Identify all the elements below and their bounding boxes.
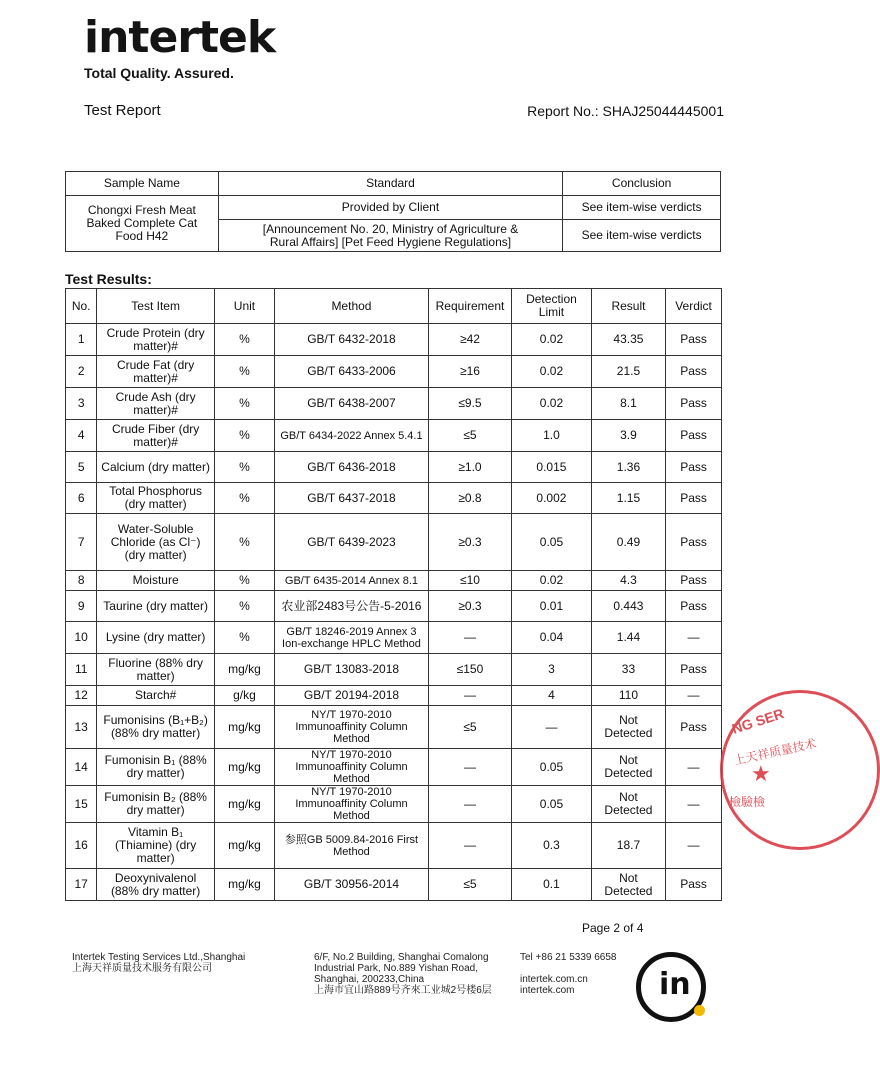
cell-requirement: ≥0.3 (428, 514, 511, 571)
cell-method: GB/T 30956-2014 (275, 869, 429, 901)
cell-detection-limit: 0.04 (512, 622, 592, 654)
cell-requirement: — (428, 786, 511, 823)
col-method: Method (275, 289, 429, 324)
table-row (66, 514, 722, 571)
results-table (65, 288, 722, 901)
cell-no: 12 (66, 686, 97, 706)
cell-unit: mg/kg (214, 654, 274, 686)
cell-test-item: Taurine (dry matter) (97, 591, 215, 622)
cell-test-item: Fumonisin B₂ (88% dry matter) (97, 786, 215, 823)
cell-unit: mg/kg (214, 823, 274, 869)
cell-unit: mg/kg (214, 786, 274, 823)
cell-detection-limit: 0.02 (512, 571, 592, 591)
intertek-logo: intertek (84, 12, 276, 63)
sample-header-conclusion: Conclusion (563, 172, 721, 196)
cell-result: 0.443 (591, 591, 665, 622)
cell-verdict: Pass (666, 356, 722, 388)
cell-requirement: ≤5 (428, 869, 511, 901)
cell-test-item: Water-Soluble Chloride (as Cl⁻) (dry matter) (97, 514, 215, 571)
cell-result: 43.35 (591, 324, 665, 356)
cell-result: Not Detected (591, 706, 665, 749)
sample-info-table (65, 171, 721, 252)
table-row (66, 686, 722, 706)
cell-result: 110 (591, 686, 665, 706)
page-title: Test Report (84, 102, 161, 119)
stamp-text-3: 檢驗檢 (729, 795, 766, 809)
standard-2: [Announcement No. 20, Ministry of Agriculture & Rural Affairs] [Pet Feed Hygiene Regulations] (218, 220, 562, 252)
cell-method: GB/T 6434-2022 Annex 5.4.1 (275, 420, 429, 452)
cell-requirement: ≤5 (428, 706, 511, 749)
cell-no: 9 (66, 591, 97, 622)
cell-no: 10 (66, 622, 97, 654)
results-header-row (66, 289, 722, 324)
stamp-text-2: 上天祥质量技术 (732, 736, 818, 768)
cell-unit: mg/kg (214, 749, 274, 786)
star-icon: ★ (751, 761, 771, 786)
cell-method: 参照GB 5009.84-2016 First Method (275, 823, 429, 869)
table-row (66, 869, 722, 901)
footer-company-en: Intertek Testing Services Ltd.,Shanghai (72, 952, 246, 963)
conclusion-1: See item-wise verdicts (563, 196, 721, 220)
cell-verdict: Pass (666, 388, 722, 420)
cell-verdict: Pass (666, 654, 722, 686)
cell-test-item: Fumonisin B₁ (88% dry matter) (97, 749, 215, 786)
col-result: Result (591, 289, 665, 324)
cell-method: NY/T 1970-2010 Immunoaffinity Column Method (275, 706, 429, 749)
results-body (66, 324, 722, 901)
cell-unit: mg/kg (214, 706, 274, 749)
cell-detection-limit: 3 (512, 654, 592, 686)
cell-no: 11 (66, 654, 97, 686)
table-row (66, 706, 722, 749)
footer-link-cn[interactable]: intertek.com.cn (520, 974, 588, 985)
cell-unit: % (214, 514, 274, 571)
cell-test-item: Moisture (97, 571, 215, 591)
cell-no: 1 (66, 324, 97, 356)
cell-verdict: Pass (666, 483, 722, 514)
conclusion-2: See item-wise verdicts (563, 220, 721, 252)
cell-no: 17 (66, 869, 97, 901)
intertek-badge-icon (636, 952, 706, 1022)
standard-1: Provided by Client (218, 196, 562, 220)
cell-requirement: ≤10 (428, 571, 511, 591)
cell-no: 13 (66, 706, 97, 749)
footer-address-line1: 6/F, No.2 Building, Shanghai Comalong (314, 952, 489, 963)
cell-detection-limit: 0.1 (512, 869, 592, 901)
footer-contact (520, 952, 616, 996)
cell-result: 18.7 (591, 823, 665, 869)
cell-method: GB/T 6437-2018 (275, 483, 429, 514)
cell-no: 15 (66, 786, 97, 823)
cell-test-item: Deoxynivalenol (88% dry matter) (97, 869, 215, 901)
cell-method: GB/T 18246-2019 Annex 3 Ion-exchange HPLC Method (275, 622, 429, 654)
cell-result: 8.1 (591, 388, 665, 420)
cell-method: GB/T 6432-2018 (275, 324, 429, 356)
cell-detection-limit: 1.0 (512, 420, 592, 452)
table-row (66, 654, 722, 686)
cell-verdict: — (666, 786, 722, 823)
cell-unit: g/kg (214, 686, 274, 706)
official-stamp (720, 690, 880, 850)
cell-verdict: Pass (666, 706, 722, 749)
cell-test-item: Fumonisins (B₁+B₂) (88% dry matter) (97, 706, 215, 749)
cell-verdict: Pass (666, 420, 722, 452)
col-detection-limit: Detection Limit (512, 289, 592, 324)
footer-company (72, 952, 245, 974)
cell-result: 1.44 (591, 622, 665, 654)
cell-no: 2 (66, 356, 97, 388)
cell-requirement: ≥0.3 (428, 591, 511, 622)
footer-link-com[interactable]: intertek.com (520, 985, 575, 996)
cell-result: 4.3 (591, 571, 665, 591)
cell-unit: % (214, 324, 274, 356)
col-verdict: Verdict (666, 289, 722, 324)
footer-tel: Tel +86 21 5339 6658 (520, 952, 617, 963)
cell-unit: % (214, 622, 274, 654)
cell-result: Not Detected (591, 786, 665, 823)
cell-requirement: ≤5 (428, 420, 511, 452)
cell-verdict: Pass (666, 869, 722, 901)
table-row (66, 388, 722, 420)
table-row (66, 571, 722, 591)
stamp-text-1: NG SER (729, 705, 786, 737)
badge-dot (694, 1005, 705, 1016)
footer-address-line2: Industrial Park, No.889 Yishan Road, (314, 963, 478, 974)
tagline: Total Quality. Assured. (84, 65, 234, 81)
cell-test-item: Vitamin B₁ (Thiamine) (dry matter) (97, 823, 215, 869)
table-row (66, 420, 722, 452)
cell-method: GB/T 6435-2014 Annex 8.1 (275, 571, 429, 591)
col-requirement: Requirement (428, 289, 511, 324)
cell-result: Not Detected (591, 749, 665, 786)
cell-method: GB/T 20194-2018 (275, 686, 429, 706)
cell-no: 6 (66, 483, 97, 514)
cell-requirement: ≤9.5 (428, 388, 511, 420)
table-row (66, 786, 722, 823)
cell-requirement: — (428, 749, 511, 786)
cell-detection-limit: 0.015 (512, 452, 592, 483)
cell-no: 14 (66, 749, 97, 786)
cell-test-item: Calcium (dry matter) (97, 452, 215, 483)
cell-test-item: Lysine (dry matter) (97, 622, 215, 654)
cell-detection-limit: 0.02 (512, 324, 592, 356)
cell-detection-limit: 0.01 (512, 591, 592, 622)
sample-header-standard: Standard (218, 172, 562, 196)
table-row (66, 452, 722, 483)
cell-requirement: ≥1.0 (428, 452, 511, 483)
cell-test-item: Starch# (97, 686, 215, 706)
cell-unit: % (214, 591, 274, 622)
cell-method: GB/T 6433-2006 (275, 356, 429, 388)
cell-verdict: — (666, 622, 722, 654)
cell-verdict: — (666, 686, 722, 706)
cell-result: 0.49 (591, 514, 665, 571)
cell-no: 7 (66, 514, 97, 571)
cell-unit: % (214, 452, 274, 483)
badge-letters: in (659, 967, 691, 1002)
cell-detection-limit: 0.02 (512, 356, 592, 388)
cell-method: GB/T 6439-2023 (275, 514, 429, 571)
cell-unit: mg/kg (214, 869, 274, 901)
cell-requirement: ≥42 (428, 324, 511, 356)
footer-company-cn: 上海天祥质量技术服务有限公司 (72, 963, 212, 974)
cell-test-item: Crude Protein (dry matter)# (97, 324, 215, 356)
footer-address (314, 952, 492, 996)
cell-detection-limit: 0.05 (512, 786, 592, 823)
cell-unit: % (214, 571, 274, 591)
cell-detection-limit: 0.3 (512, 823, 592, 869)
results-heading: Test Results: (65, 271, 152, 287)
col-no: No. (66, 289, 97, 324)
cell-result: 33 (591, 654, 665, 686)
table-row (66, 483, 722, 514)
cell-test-item: Crude Fat (dry matter)# (97, 356, 215, 388)
cell-method: NY/T 1970-2010 Immunoaffinity Column Method (275, 786, 429, 823)
cell-no: 4 (66, 420, 97, 452)
table-row (66, 749, 722, 786)
cell-result: 21.5 (591, 356, 665, 388)
cell-verdict: Pass (666, 571, 722, 591)
cell-detection-limit: 0.05 (512, 749, 592, 786)
cell-no: 16 (66, 823, 97, 869)
cell-unit: % (214, 388, 274, 420)
cell-test-item: Crude Fiber (dry matter)# (97, 420, 215, 452)
footer-address-cn: 上海市宜山路889号齐來工业城2号楼6层 (314, 985, 492, 996)
cell-detection-limit: 0.05 (512, 514, 592, 571)
cell-verdict: Pass (666, 324, 722, 356)
cell-requirement: ≤150 (428, 654, 511, 686)
cell-result: 1.15 (591, 483, 665, 514)
cell-result: Not Detected (591, 869, 665, 901)
cell-unit: % (214, 483, 274, 514)
sample-name: Chongxi Fresh Meat Baked Complete Cat Food H42 (66, 196, 219, 252)
cell-unit: % (214, 420, 274, 452)
cell-method: GB/T 6438-2007 (275, 388, 429, 420)
col-unit: Unit (214, 289, 274, 324)
footer-address-line3: Shanghai, 200233,China (314, 974, 425, 985)
col-test-item: Test Item (97, 289, 215, 324)
cell-result: 1.36 (591, 452, 665, 483)
cell-result: 3.9 (591, 420, 665, 452)
sample-header-name: Sample Name (66, 172, 219, 196)
cell-no: 8 (66, 571, 97, 591)
page-number: Page 2 of 4 (582, 921, 644, 935)
cell-detection-limit: 4 (512, 686, 592, 706)
cell-requirement: — (428, 622, 511, 654)
cell-detection-limit: — (512, 706, 592, 749)
cell-verdict: Pass (666, 452, 722, 483)
cell-requirement: ≥0.8 (428, 483, 511, 514)
table-row (66, 591, 722, 622)
cell-method: NY/T 1970-2010 Immunoaffinity Column Method (275, 749, 429, 786)
footer-spacer (520, 963, 616, 974)
table-row (66, 356, 722, 388)
cell-method: GB/T 13083-2018 (275, 654, 429, 686)
cell-test-item: Fluorine (88% dry matter) (97, 654, 215, 686)
report-number: Report No.: SHAJ25044445001 (527, 103, 724, 119)
cell-no: 3 (66, 388, 97, 420)
cell-detection-limit: 0.02 (512, 388, 592, 420)
cell-requirement: — (428, 686, 511, 706)
cell-test-item: Total Phosphorus (dry matter) (97, 483, 215, 514)
cell-verdict: — (666, 749, 722, 786)
table-row (66, 622, 722, 654)
cell-verdict: — (666, 823, 722, 869)
cell-detection-limit: 0.002 (512, 483, 592, 514)
table-row (66, 324, 722, 356)
cell-method: 农业部2483号公告-5-2016 (275, 591, 429, 622)
cell-unit: % (214, 356, 274, 388)
cell-no: 5 (66, 452, 97, 483)
cell-method: GB/T 6436-2018 (275, 452, 429, 483)
table-row (66, 823, 722, 869)
cell-requirement: — (428, 823, 511, 869)
cell-verdict: Pass (666, 514, 722, 571)
cell-test-item: Crude Ash (dry matter)# (97, 388, 215, 420)
cell-verdict: Pass (666, 591, 722, 622)
cell-requirement: ≥16 (428, 356, 511, 388)
